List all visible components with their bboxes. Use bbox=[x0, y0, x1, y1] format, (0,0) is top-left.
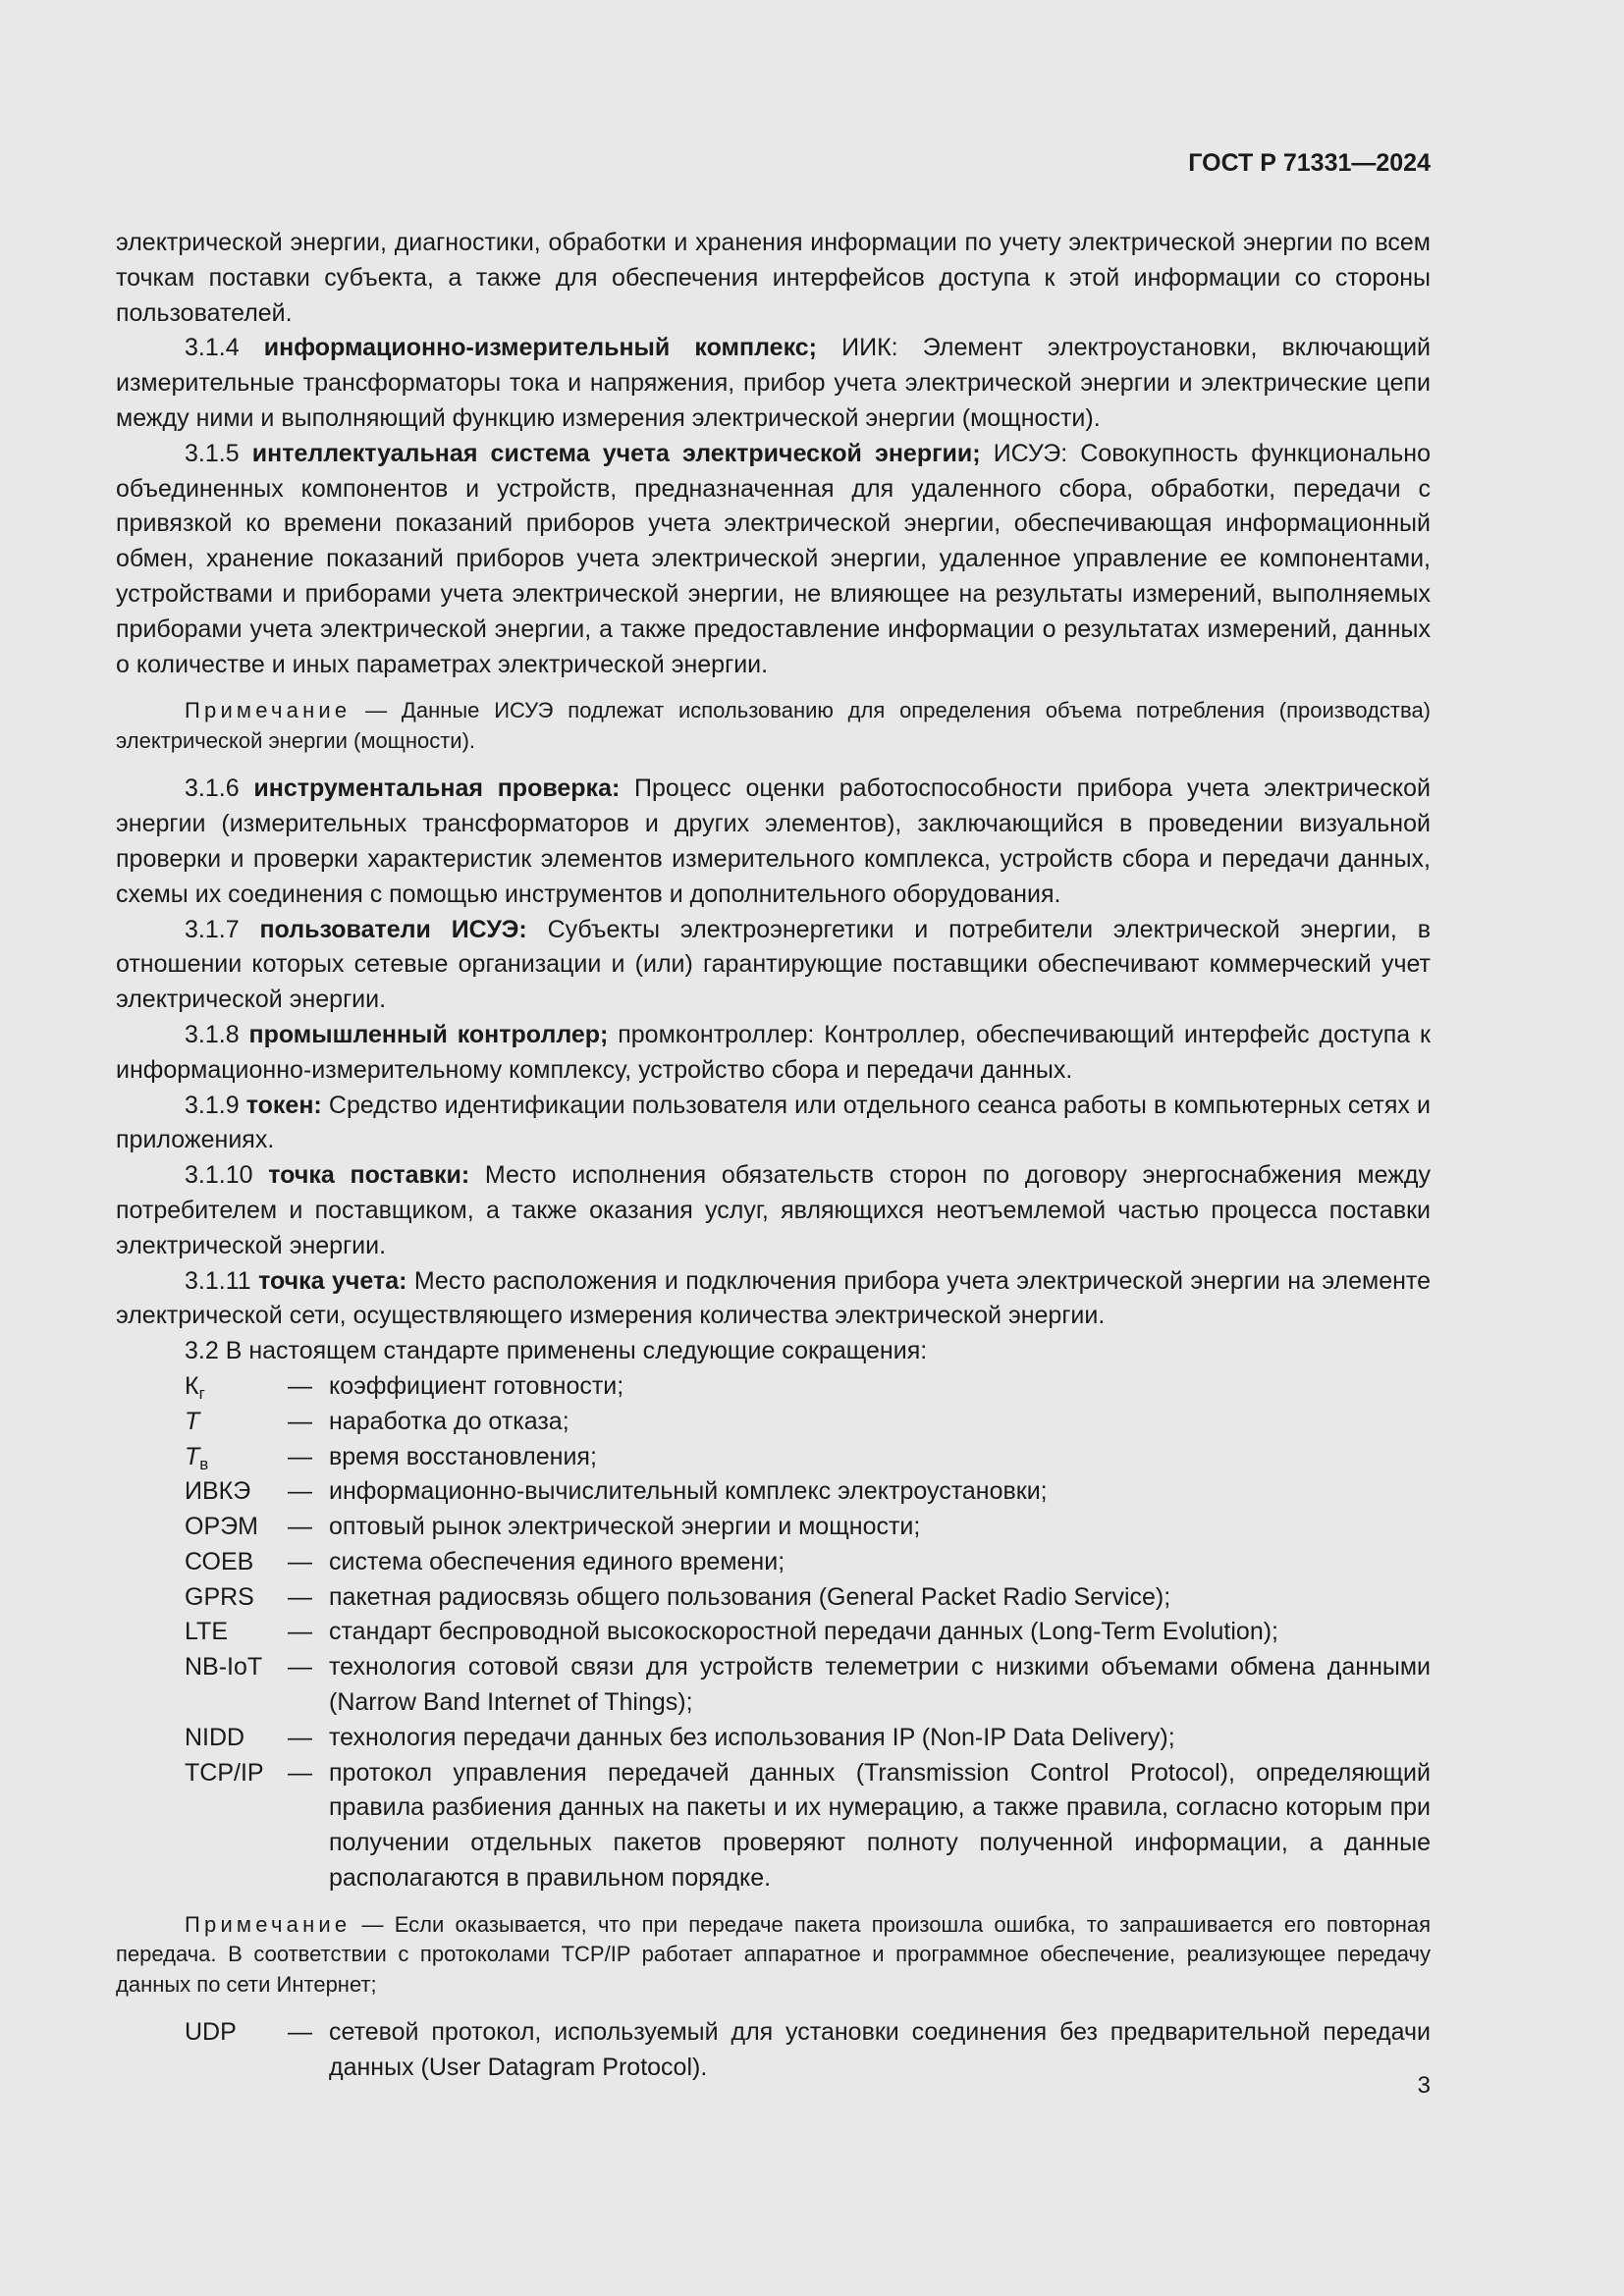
clause-number: 3.1.4 bbox=[185, 334, 264, 362]
abbreviation-key: LTE bbox=[185, 1618, 228, 1646]
definition-3-1-5 bbox=[116, 437, 1431, 683]
term: пользователи ИСУЭ: bbox=[259, 915, 527, 943]
abbreviation-key: T bbox=[185, 1407, 200, 1435]
definition-text: ИИК: Элемент электроустановки, включающий измерительные трансформаторы тока и напряжения, прибор учета электрической энергии и электрические цепи между ними и выполняющий функцию измерения электрической энергии (мощности). bbox=[116, 334, 1431, 432]
definition-text: ИСУЭ: Совокупность функционально объединенных компонентов и устройств, предназначенная для удаленного сбора, обработки, передачи с привязкой ко времени показаний приборов учета электрической энергии, обеспечивающая информационный обмен, хранение показаний приборов учета электрической энергии, удаленное управление ее компонентами, устройствами и приборами учета электрической энергии, не влияющее на результаты измерений, выполняемых приборами учета электрической энергии, а также предоставление информации о результатах измерений, данных о количестве и иных параметрах электрической энергии. bbox=[116, 439, 1431, 678]
definition-text: Место исполнения обязательств сторон по договору энергоснабжения между потребителем и поставщиком, а также оказания услуг, являющихся неотъемлемой частью процесса поставки электрической энергии. bbox=[116, 1161, 1432, 1259]
note-isue bbox=[116, 696, 1431, 756]
abbreviation-key: $T_в$ bbox=[185, 1442, 209, 1473]
page-number: 3 bbox=[1417, 2072, 1431, 2099]
abbreviation-dash: — bbox=[288, 1758, 312, 1787]
abbreviation-row bbox=[116, 1756, 1431, 1896]
definition-text: Субъекты электроэнергетики и потребители электрической энергии, в отношении которых сетевые организации и (или) гарантирующие поставщики обеспечивают коммерческий учет электрической энергии. bbox=[116, 915, 1431, 1014]
abbreviation-key: NB-IoT bbox=[185, 1653, 263, 1682]
abbreviation-row bbox=[116, 1474, 1431, 1510]
abbreviation-key: UDP bbox=[185, 2018, 237, 2047]
definition-3-1-6 bbox=[116, 772, 1431, 912]
abbreviation-key: СОЕВ bbox=[185, 1547, 254, 1575]
abbreviation-value: система обеспечения единого времени; bbox=[329, 1547, 785, 1575]
abbreviation-value: сетевой протокол, используемый для установки соединения без предварительной передачи данных (User Datagram Protocol). bbox=[329, 2018, 1431, 2082]
abbreviation-dash: — bbox=[288, 1442, 312, 1470]
abbreviation-dash: — bbox=[288, 1547, 312, 1575]
clause-number: 3.1.5 bbox=[185, 439, 252, 467]
abbreviation-row bbox=[116, 1721, 1431, 1756]
abbreviation-row bbox=[116, 1545, 1431, 1580]
definition-3-1-10 bbox=[116, 1158, 1431, 1263]
definition-text: Процесс оценки работоспособности прибора учета электрической энергии (измерительных трансформаторов и других элементов), заключающийся в проведении визуальной проверки и проверки характеристик элементов измерительного комплекса, устройств сбора и передачи данных, схемы их соединения с помощью инструментов и дополнительного оборудования. bbox=[116, 774, 1431, 908]
abbreviation-row bbox=[116, 1405, 1431, 1440]
definition-3-1-4 bbox=[116, 331, 1431, 436]
abbreviation-dash: — bbox=[288, 1582, 312, 1611]
paragraph-continuation: электрической энергии, диагностики, обработки и хранения информации по учету электрической энергии по всем точкам поставки субъекта, а также для обеспечения интерфейсов доступа к этой информации со стороны пользователей. bbox=[116, 229, 1431, 327]
clause-number: 3.1.6 bbox=[185, 774, 254, 803]
abbreviation-value: стандарт беспроводной высокоскоростной передачи данных (Long-Term Evolution); bbox=[329, 1618, 1279, 1646]
abbreviation-row bbox=[116, 1369, 1431, 1405]
clause-number: 3.1.7 bbox=[185, 915, 260, 943]
abbreviation-key: $К_г$ bbox=[185, 1371, 205, 1403]
abbreviation-value: коэффициент готовности; bbox=[329, 1371, 624, 1400]
definition-3-1-9 bbox=[116, 1089, 1431, 1159]
definition-3-1-7 bbox=[116, 913, 1431, 1018]
abbreviation-dash: — bbox=[288, 1513, 312, 1541]
document-header: ГОСТ Р 71331—2024 bbox=[1188, 149, 1431, 177]
abbreviation-dash: — bbox=[288, 2018, 312, 2047]
definition-text: Место расположения и подключения прибора учета электрической энергии на элементе электрической сети, осуществляющего измерения количества электрической энергии. bbox=[116, 1266, 1431, 1330]
abbreviation-row bbox=[116, 1650, 1431, 1721]
note-text: — Если оказывается, что при передаче пакета произошла ошибка, то запрашивается его повторная передача. В соответствии с протоколами TCP/IP работает аппаратное и программное обеспечение, реализующее передачу данных по сети Интернет; bbox=[116, 1911, 1431, 1997]
abbreviation-value: время восстановления; bbox=[329, 1442, 597, 1470]
abbreviation-value: оптовый рынок электрической энергии и мощности; bbox=[329, 1513, 921, 1541]
definition-3-1-11 bbox=[116, 1264, 1431, 1335]
abbreviation-value: пакетная радиосвязь общего пользования (General Packet Radio Service); bbox=[329, 1582, 1171, 1611]
term: интеллектуальная система учета электрической энергии; bbox=[251, 439, 981, 467]
abbreviation-dash: — bbox=[288, 1618, 312, 1646]
definition-text: Средство идентификации пользователя или отдельного сеанса работы в компьютерных сетях и приложениях. bbox=[116, 1091, 1431, 1154]
abbreviation-list bbox=[116, 1369, 1431, 1896]
term: точка учета: bbox=[258, 1266, 407, 1295]
clause-number: 3.1.9 bbox=[185, 1091, 246, 1119]
note-tcpip bbox=[116, 1910, 1431, 2001]
abbreviation-key: TCP/IP bbox=[185, 1758, 264, 1787]
abbreviation-row bbox=[116, 1510, 1431, 1545]
abbreviation-key: ОРЭМ bbox=[185, 1513, 258, 1541]
abbreviation-dash: — bbox=[288, 1653, 312, 1682]
clause-number: 3.1.8 bbox=[185, 1020, 249, 1048]
abbreviation-row bbox=[116, 1580, 1431, 1616]
abbreviation-value: протокол управления передачей данных (Transmission Control Protocol), определяющий правила разбиения данных на пакеты и их нумерацию, а также правила, согласно которым при получении отдельных пакетов проверяют полноту полученной информации, а данные располагаются в правильном порядке. bbox=[329, 1758, 1431, 1893]
term: точка поставки: bbox=[268, 1161, 470, 1190]
clause-number: 3.1.11 bbox=[185, 1266, 259, 1295]
abbreviation-key: NIDD bbox=[185, 1723, 245, 1751]
definition-text: промконтроллер: Контроллер, обеспечивающий интерфейс доступа к информационно-измерительному комплексу, устройство сбора и передачи данных. bbox=[116, 1020, 1431, 1084]
abbreviation-row-udp bbox=[116, 2015, 1431, 2086]
clause-number: 3.1.10 bbox=[185, 1161, 269, 1190]
document-page bbox=[116, 145, 1431, 2086]
abbreviation-value: технология передачи данных без использования IP (Non-IP Data Delivery); bbox=[329, 1723, 1175, 1751]
abbreviation-dash: — bbox=[288, 1477, 312, 1506]
definition-3-1-8 bbox=[116, 1018, 1431, 1089]
note-label: Примечание bbox=[185, 698, 352, 723]
abbreviation-row bbox=[116, 1615, 1431, 1650]
abbreviation-key: GPRS bbox=[185, 1582, 254, 1611]
section-3-2-intro: 3.2 В настоящем стандарте применены следующие сокращения: bbox=[185, 1337, 928, 1365]
abbreviation-value: наработка до отказа; bbox=[329, 1407, 569, 1435]
note-label: Примечание bbox=[185, 1911, 352, 1937]
abbreviation-dash: — bbox=[288, 1371, 312, 1400]
abbreviation-value: информационно-вычислительный комплекс электроустановки; bbox=[329, 1477, 1048, 1506]
abbreviation-dash: — bbox=[288, 1723, 312, 1751]
term: промышленный контроллер; bbox=[248, 1020, 609, 1048]
note-text: — Данные ИСУЭ подлежат использованию для определения объема потребления (производства) электрической энергии (мощности). bbox=[116, 698, 1431, 753]
abbreviation-key: ИВКЭ bbox=[185, 1477, 251, 1506]
abbreviation-value: технология сотовой связи для устройств телеметрии с низкими объемами обмена данными (Narrow Band Internet of Things); bbox=[329, 1653, 1431, 1717]
term: токен: bbox=[245, 1091, 322, 1119]
term: инструментальная проверка: bbox=[253, 774, 621, 803]
abbreviation-dash: — bbox=[288, 1407, 312, 1435]
term: информационно-измерительный комплекс; bbox=[263, 334, 818, 362]
abbreviation-row bbox=[116, 1440, 1431, 1475]
